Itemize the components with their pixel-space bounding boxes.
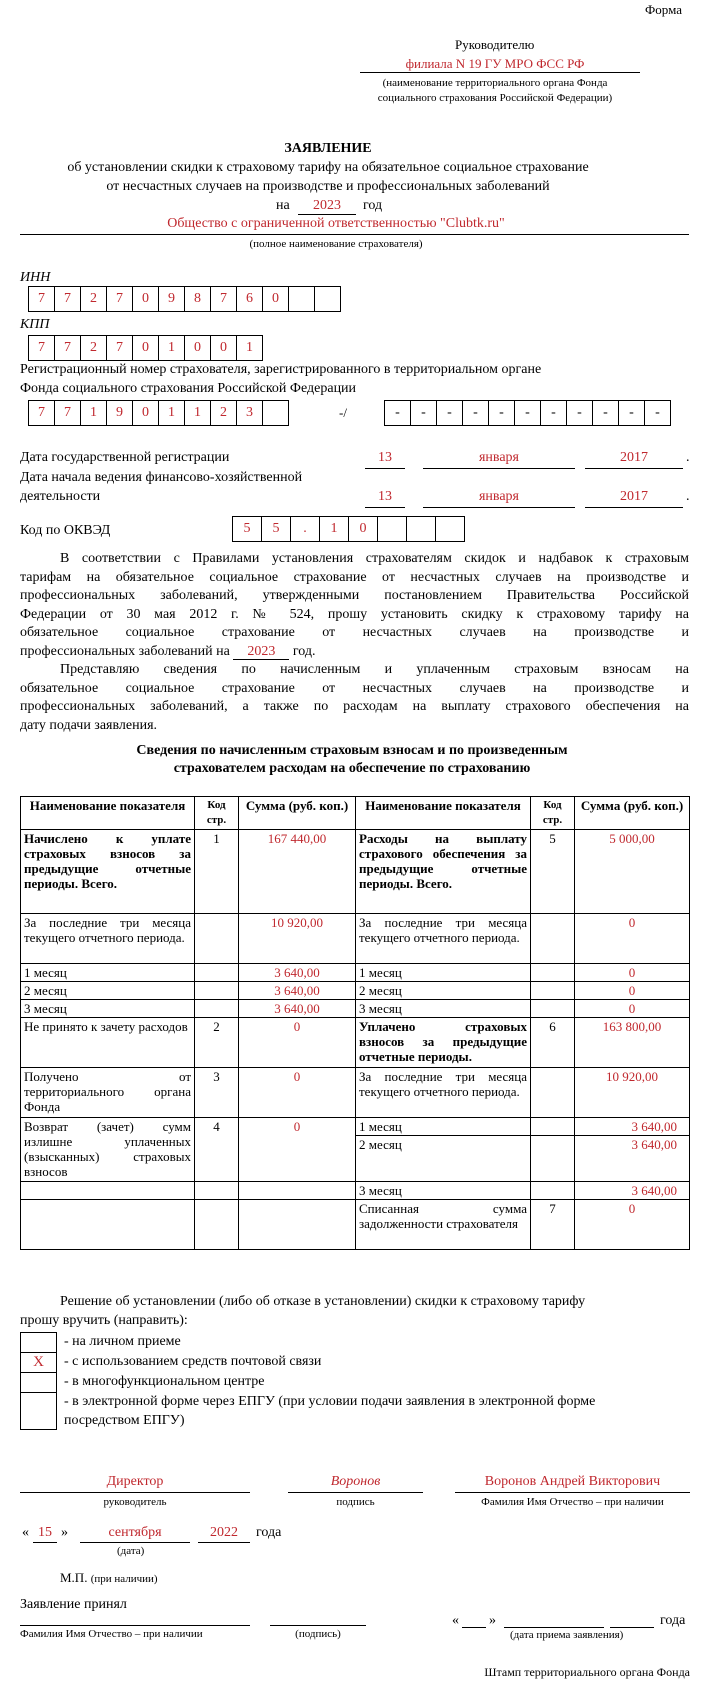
- okved-digit: 0: [348, 516, 378, 542]
- date-quote-open: «: [22, 1525, 29, 1540]
- start-date-year: 2017: [620, 489, 648, 504]
- reg-date-year: 2017: [620, 450, 648, 465]
- regnum-cells: [28, 400, 289, 426]
- day-underline: [33, 1542, 57, 1543]
- inn-digit: 7: [210, 286, 237, 312]
- cell-code: [531, 964, 575, 982]
- cell-sum: 10 920,00: [575, 1068, 690, 1118]
- okved-digit: .: [290, 516, 320, 542]
- branch-underline: [360, 72, 640, 73]
- regnum-digit: 3: [236, 400, 263, 426]
- regnum-suffix-cells: [384, 400, 671, 426]
- cell-code: 2: [195, 1018, 239, 1068]
- reg-date-month: января: [478, 450, 519, 465]
- month-underline: [80, 1542, 190, 1543]
- inn-digit: 2: [80, 286, 107, 312]
- para1-line: тарифам на обязательное социальное страхование от несчастных случаев на производстве и: [20, 569, 689, 585]
- cell-sum: 3 640,00: [575, 1118, 690, 1136]
- regnum-digit: 7: [28, 400, 55, 426]
- cell-label: Получено от территориального органа Фонда: [21, 1068, 195, 1118]
- okved-digit: [406, 516, 436, 542]
- okved-cells: [232, 516, 465, 542]
- signer-position: Директор: [106, 1474, 164, 1489]
- para1-line: профессиональных заболеваний, утвержденными постановлением Правительства Российской: [20, 588, 689, 603]
- para1-line: обязательное социальное страхование от несчастных случаев на производстве и: [20, 625, 689, 640]
- inn-cells: [28, 286, 341, 312]
- col-header-sum: Сумма (руб. коп.): [239, 797, 356, 830]
- regnum-label-1: Регистрационный номер страхователя, зарегистрированного в территориальном органе: [20, 362, 542, 377]
- stamp-mp-label: М.П.: [60, 1570, 88, 1585]
- start-date-day: 13: [378, 489, 392, 504]
- accepted-fio-underline: [20, 1625, 250, 1626]
- cell-label: Возврат (зачет) сумм излишне уплаченных (взысканных) страховых взносов: [21, 1118, 195, 1182]
- table-row: [21, 1200, 690, 1250]
- para1-year: 2023: [233, 644, 289, 660]
- insurer-note: (полное наименование страхователя): [249, 238, 423, 250]
- delivery-checkbox-personal[interactable]: [20, 1332, 57, 1353]
- cell-code: [531, 1182, 575, 1200]
- sign-year-suffix: года: [256, 1525, 282, 1540]
- cell-label: 3 месяц: [21, 1000, 195, 1018]
- start-date-label-2: деятельности: [20, 489, 101, 504]
- col-header-name: Наименование показателя: [21, 797, 195, 830]
- cell-sum: 10 920,00: [239, 914, 356, 964]
- start-year-underline: [585, 507, 683, 508]
- table-row: [21, 830, 690, 914]
- start-day-underline: [365, 507, 405, 508]
- cell-code: 4: [195, 1118, 239, 1182]
- para2-line: Представляю сведения по начисленным и уплаченным страховым взносам на: [60, 662, 689, 677]
- signature-underline: [288, 1492, 423, 1493]
- start-date-label-1: Дата начала ведения финансово-хозяйственной: [20, 470, 303, 485]
- signer-fio: Воронов Андрей Викторович: [484, 1474, 661, 1489]
- cell-code: [531, 982, 575, 1000]
- cell-sum: 3 640,00: [575, 1182, 690, 1200]
- cell-code: [195, 1000, 239, 1018]
- regnum-suffix-cell: -: [488, 400, 515, 426]
- cell-sum: 0: [575, 914, 690, 964]
- col-header-name: Наименование показателя: [356, 797, 531, 830]
- cell-label: 1 месяц: [21, 964, 195, 982]
- cell-code: [195, 1182, 239, 1200]
- delivery-option-post: - с использованием средств почтовой связи: [64, 1354, 322, 1369]
- cell-sum: [239, 1200, 356, 1250]
- reg-date-day: 13: [378, 450, 392, 465]
- stamp-label: Штамп территориального органа Фонда: [484, 1665, 690, 1679]
- cell-code: 7: [531, 1200, 575, 1250]
- regnum-separator: -/: [339, 405, 347, 420]
- cell-code: 3: [195, 1068, 239, 1118]
- cell-code: 5: [531, 830, 575, 914]
- table-row: [21, 1182, 690, 1200]
- inn-digit: 7: [28, 286, 55, 312]
- para1-line: В соответствии с Правилами установления страхователям скидок и надбавок к страховым: [60, 551, 689, 566]
- regnum-digit: [262, 400, 289, 426]
- cell-label: [21, 1200, 195, 1250]
- cell-sum: 163 800,00: [575, 1018, 690, 1068]
- cell-code: [531, 1000, 575, 1018]
- start-month-underline: [423, 507, 575, 508]
- delivery-intro-2: прошу вручить (направить):: [20, 1313, 188, 1328]
- delivery-option-personal: - на личном приеме: [64, 1334, 181, 1349]
- cell-code: [531, 914, 575, 964]
- cell-label: [21, 1182, 195, 1200]
- cell-sum: 5 000,00: [575, 830, 690, 914]
- table-row: [21, 1118, 690, 1136]
- delivery-option-epgu-2: посредством ЕПГУ): [64, 1413, 185, 1428]
- table-row: [21, 1018, 690, 1068]
- cell-label: За последние три месяца текущего отчетного периода.: [21, 914, 195, 964]
- table-title-1: Сведения по начисленным страховым взносам и по произведенным: [136, 743, 568, 758]
- cell-code: [531, 1136, 575, 1182]
- delivery-option-mfc: - в многофункциональном центре: [64, 1374, 265, 1389]
- year-prefix: на: [276, 198, 290, 213]
- cell-sum: [239, 1182, 356, 1200]
- signer-position-note: руководитель: [103, 1496, 167, 1508]
- signer-fio-note: Фамилия Имя Отчество – при наличии: [481, 1496, 664, 1508]
- title-line-2: от несчастных случаев на производстве и профессиональных заболеваний: [106, 179, 550, 194]
- kpp-digit: 0: [184, 335, 211, 361]
- accepted-year-underline: [610, 1627, 654, 1628]
- cell-code: [195, 982, 239, 1000]
- regnum-suffix-cell: -: [618, 400, 645, 426]
- sign-year: 2022: [210, 1525, 238, 1540]
- start-date-dot: .: [686, 489, 690, 504]
- branch-name: филиала N 19 ГУ МРО ФСС РФ: [405, 56, 585, 71]
- reg-date-dot: .: [686, 450, 690, 465]
- cell-code: [195, 1200, 239, 1250]
- accepted-quote-close: »: [489, 1613, 496, 1628]
- inn-digit: 9: [158, 286, 185, 312]
- regnum-label-2: Фонда социального страхования Российской Федерации: [20, 381, 357, 396]
- okved-digit: 5: [261, 516, 291, 542]
- title-line-1: об установлении скидки к страховому тарифу на обязательное социальное страхование: [67, 160, 589, 175]
- cell-sum: 0: [575, 964, 690, 982]
- inn-digit: [288, 286, 315, 312]
- fio-underline: [455, 1492, 690, 1493]
- regnum-digit: 1: [158, 400, 185, 426]
- regnum-digit: 1: [184, 400, 211, 426]
- col-header-code: Код стр.: [195, 797, 239, 830]
- request-paragraph: [20, 550, 689, 661]
- cell-label: 1 месяц: [356, 964, 531, 982]
- cell-label: 2 месяц: [21, 982, 195, 1000]
- cell-label: Начислено к уплате страховых взносов за предыдущие отчетные периоды. Всего.: [21, 830, 195, 914]
- para1-line6-prefix: профессиональных заболеваний на: [20, 643, 230, 659]
- cell-sum: 0: [239, 1068, 356, 1118]
- regnum-suffix-cell: -: [462, 400, 489, 426]
- insurer-underline: [20, 234, 689, 235]
- inn-digit: 8: [184, 286, 211, 312]
- regnum-digit: 7: [54, 400, 81, 426]
- kpp-digit: 7: [106, 335, 133, 361]
- cell-sum: 0: [239, 1018, 356, 1068]
- inn-digit: 7: [106, 286, 133, 312]
- okved-digit: 1: [319, 516, 349, 542]
- inn-digit: 6: [236, 286, 263, 312]
- start-date-month: января: [478, 489, 519, 504]
- delivery-checkbox-epgu[interactable]: [20, 1392, 57, 1430]
- accepted-label: Заявление принял: [20, 1597, 127, 1612]
- kpp-digit: 1: [158, 335, 185, 361]
- regnum-digit: 1: [80, 400, 107, 426]
- delivery-option-epgu-1: - в электронной форме через ЕПГУ (при условии подачи заявления в электронной форме: [64, 1394, 596, 1409]
- regnum-digit: 9: [106, 400, 133, 426]
- okved-digit: [377, 516, 407, 542]
- stamp-mp-note: (при наличии): [90, 1573, 158, 1585]
- branch-note-2: социального страхования Российской Федерации): [377, 92, 613, 104]
- insurance-table: [20, 796, 690, 1250]
- delivery-checkbox-post[interactable]: [20, 1352, 57, 1373]
- okved-digit: [435, 516, 465, 542]
- kpp-cells: [28, 335, 263, 361]
- regnum-suffix-cell: -: [540, 400, 567, 426]
- regnum-suffix-cell: -: [514, 400, 541, 426]
- table-row: [21, 982, 690, 1000]
- reg-year-underline: [585, 468, 683, 469]
- checkmark-x-icon: X: [33, 1354, 44, 1370]
- branch-note-1: (наименование территориального органа Фонда: [382, 77, 608, 89]
- accepted-day-underline: [462, 1627, 486, 1628]
- para1-last-line: [20, 643, 689, 662]
- cell-sum: 3 640,00: [239, 982, 356, 1000]
- cell-sum: 3 640,00: [239, 1000, 356, 1018]
- regnum-suffix-cell: -: [436, 400, 463, 426]
- form-label: Форма: [645, 2, 682, 17]
- inn-label: ИНН: [20, 270, 51, 285]
- table-row: [21, 964, 690, 982]
- sign-day: 15: [38, 1525, 52, 1540]
- kpp-digit: 1: [236, 335, 263, 361]
- cell-code: [531, 1118, 575, 1136]
- cell-code: [195, 964, 239, 982]
- cell-sum: 0: [575, 1200, 690, 1250]
- regnum-digit: 0: [132, 400, 159, 426]
- kpp-digit: 7: [54, 335, 81, 361]
- table-header-row: [21, 797, 690, 830]
- para1-line6-suffix: год.: [292, 643, 316, 659]
- year-value: 2023: [313, 198, 341, 213]
- reg-month-underline: [423, 468, 575, 469]
- stamp-mp: [60, 1570, 158, 1586]
- accepted-sign-underline: [270, 1625, 366, 1626]
- accepted-fio-note: Фамилия Имя Отчество – при наличии: [20, 1628, 203, 1640]
- cell-sum: 0: [239, 1118, 356, 1182]
- regnum-suffix-cell: -: [592, 400, 619, 426]
- regnum-suffix-cell: -: [566, 400, 593, 426]
- accepted-month-underline: [504, 1627, 604, 1628]
- para2-line: обязательное социальное страхование от несчастных случаев на производстве и: [20, 680, 689, 696]
- cell-label: Расходы на выплату страхового обеспечения за предыдущие отчетные периоды. Всего.: [356, 830, 531, 914]
- cell-label: 3 месяц: [356, 1182, 531, 1200]
- cell-label: 1 месяц: [356, 1118, 531, 1136]
- accepted-year-suffix: года: [660, 1613, 686, 1628]
- cell-code: [195, 914, 239, 964]
- cell-sum: 0: [575, 982, 690, 1000]
- cell-sum: 167 440,00: [239, 830, 356, 914]
- sign-month: сентября: [108, 1525, 162, 1540]
- para2-line: профессиональных заболеваний, а также по расходам на выплату страхового обеспечения на: [20, 699, 689, 714]
- inn-digit: 7: [54, 286, 81, 312]
- reg-date-label: Дата государственной регистрации: [20, 450, 230, 465]
- year-underline: [198, 1542, 250, 1543]
- cell-code: 1: [195, 830, 239, 914]
- okved-label: Код по ОКВЭД: [20, 523, 111, 538]
- table-row: [21, 1000, 690, 1018]
- reg-day-underline: [365, 468, 405, 469]
- col-header-sum: Сумма (руб. коп.): [575, 797, 690, 830]
- cell-label: 2 месяц: [356, 1136, 531, 1182]
- kpp-label: КПП: [20, 317, 50, 332]
- table-row: [21, 1068, 690, 1118]
- delivery-intro-1: Решение об установлении (либо об отказе в установлении) скидки к страховому тарифу: [60, 1294, 586, 1309]
- table-row: [21, 914, 690, 964]
- cell-label: 3 месяц: [356, 1000, 531, 1018]
- year-suffix: год: [363, 198, 383, 213]
- regnum-suffix-cell: -: [384, 400, 411, 426]
- kpp-digit: 2: [80, 335, 107, 361]
- cell-label: 2 месяц: [356, 982, 531, 1000]
- cell-label: За последние три месяца текущего отчетного периода.: [356, 914, 531, 964]
- info-paragraph: [20, 661, 689, 735]
- inn-digit: 0: [262, 286, 289, 312]
- page-title: ЗАЯВЛЕНИЕ: [284, 141, 372, 156]
- signer-signature-note: подпись: [336, 1496, 375, 1508]
- addressee-label: Руководителю: [455, 37, 535, 52]
- insurer-name: Общество с ограниченной ответственностью "Clubtk.ru": [167, 216, 505, 231]
- cell-code: [531, 1068, 575, 1118]
- position-underline: [20, 1492, 250, 1493]
- cell-sum: 0: [575, 1000, 690, 1018]
- accepted-sign-note: (подпись): [295, 1628, 341, 1640]
- regnum-suffix-cell: -: [410, 400, 437, 426]
- para2-line: дату подачи заявления.: [20, 717, 158, 733]
- cell-label: Не принято к зачету расходов: [21, 1018, 195, 1068]
- para1-line: Федерации от 30 мая 2012 г. № 524, прошу установить скидку к страховому тарифу на: [20, 606, 689, 622]
- date-quote-close: »: [61, 1525, 68, 1540]
- delivery-checkbox-mfc[interactable]: [20, 1372, 57, 1393]
- kpp-digit: 7: [28, 335, 55, 361]
- inn-digit: [314, 286, 341, 312]
- cell-label: За последние три месяца текущего отчетного периода.: [356, 1068, 531, 1118]
- regnum-suffix-cell: -: [644, 400, 671, 426]
- okved-digit: 5: [232, 516, 262, 542]
- cell-sum: 3 640,00: [575, 1136, 690, 1182]
- table-title-2: страхователем расходам на обеспечение по страхованию: [173, 761, 531, 776]
- kpp-digit: 0: [210, 335, 237, 361]
- accepted-quote-open: «: [452, 1613, 459, 1628]
- accepted-date-note: (дата приема заявления): [510, 1629, 624, 1641]
- year-underline: [298, 214, 356, 215]
- signer-signature: Воронов: [330, 1474, 381, 1489]
- cell-label: Уплачено страховых взносов за предыдущие отчетные периоды.: [356, 1018, 531, 1068]
- col-header-code: Код стр.: [531, 797, 575, 830]
- date-note: (дата): [117, 1545, 145, 1557]
- cell-code: 6: [531, 1018, 575, 1068]
- cell-label: Списанная сумма задолженности страхователя: [356, 1200, 531, 1250]
- regnum-digit: 2: [210, 400, 237, 426]
- cell-sum: 3 640,00: [239, 964, 356, 982]
- inn-digit: 0: [132, 286, 159, 312]
- kpp-digit: 0: [132, 335, 159, 361]
